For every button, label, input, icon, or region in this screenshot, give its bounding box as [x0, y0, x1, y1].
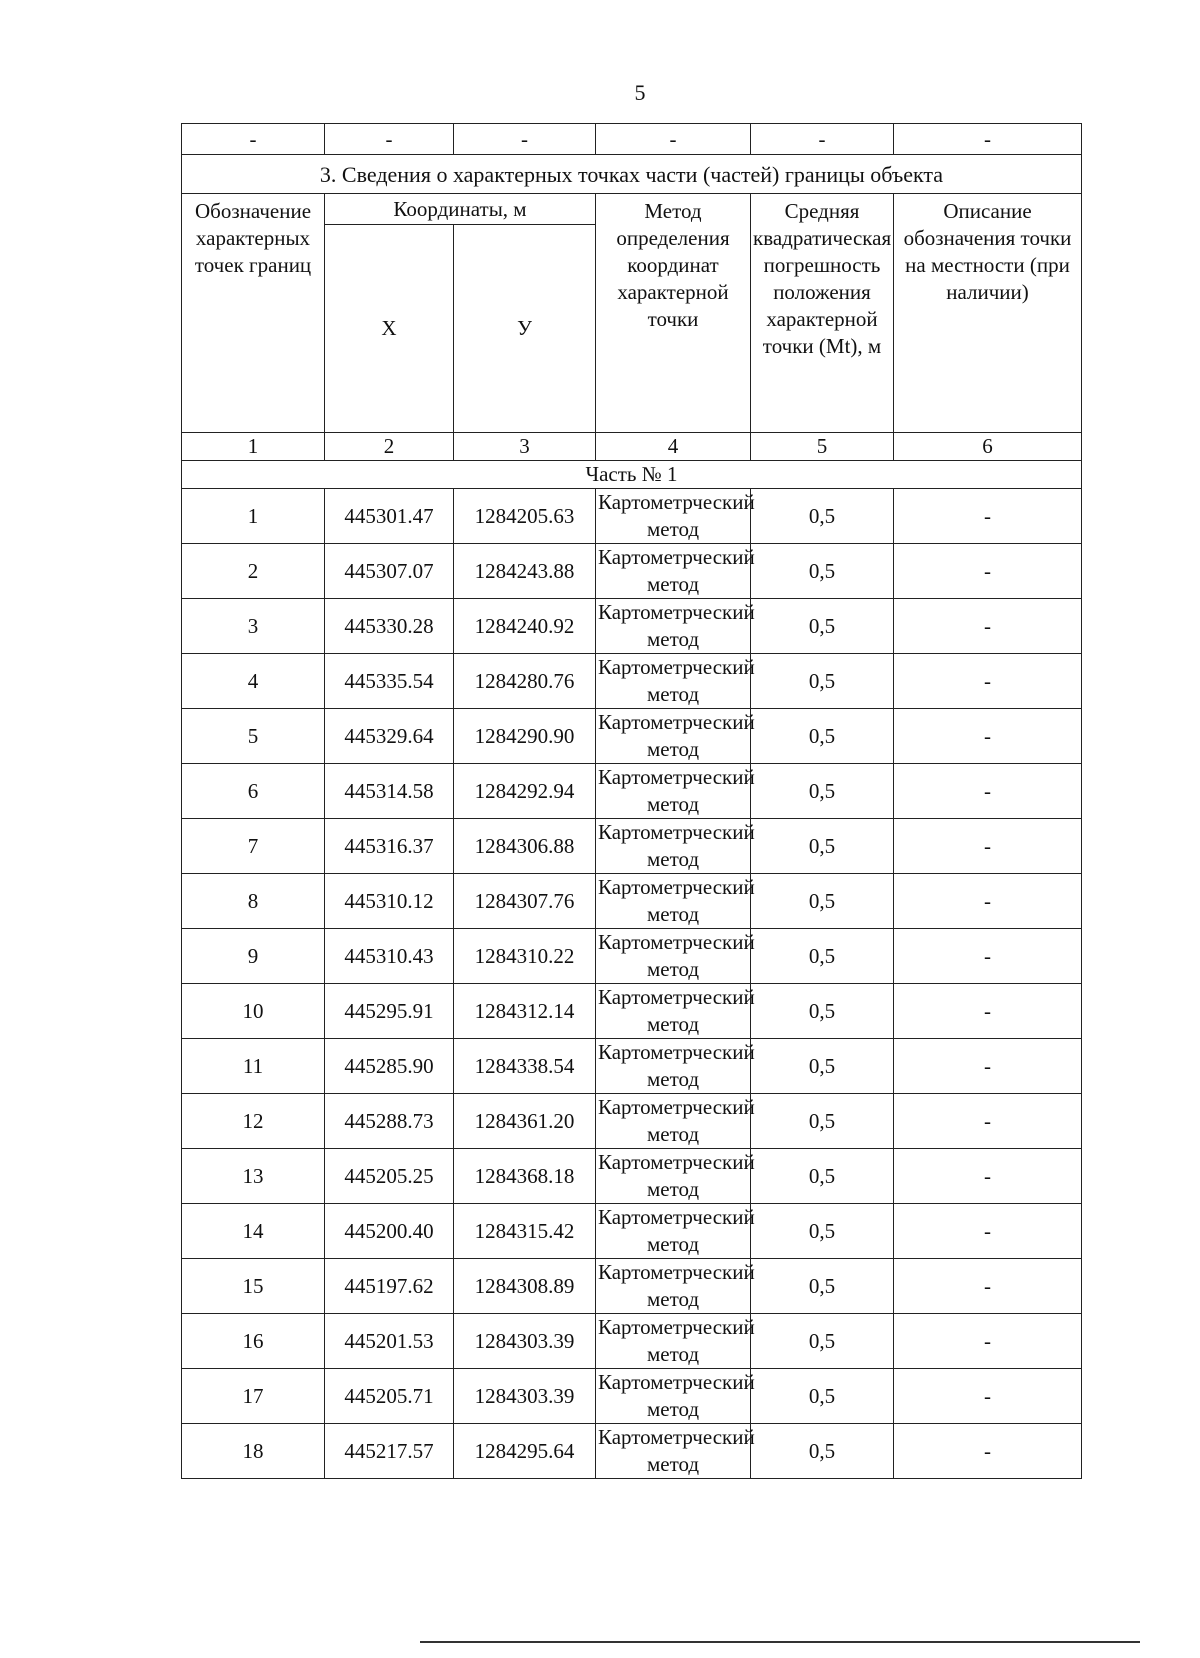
coord-y-cell: 1284243.88 — [454, 544, 596, 599]
point-number-cell: 5 — [182, 709, 325, 764]
point-number-cell: 4 — [182, 654, 325, 709]
column-number: 4 — [596, 433, 751, 461]
table-row — [182, 1314, 1082, 1369]
table-row — [182, 929, 1082, 984]
header-coordinates: Координаты, м — [325, 194, 596, 225]
description-cell: - — [894, 489, 1082, 544]
point-number-cell: 8 — [182, 874, 325, 929]
point-number-cell: 2 — [182, 544, 325, 599]
table-row — [182, 599, 1082, 654]
method-cell: Картометрческий метод — [596, 654, 751, 709]
header-row — [182, 194, 1082, 225]
description-cell: - — [894, 1094, 1082, 1149]
table-row — [182, 1259, 1082, 1314]
section-title: 3. Сведения о характерных точках части (частей) границы объекта — [182, 155, 1082, 194]
mean-square-error-cell: 0,5 — [751, 819, 894, 874]
method-cell: Картометрческий метод — [596, 819, 751, 874]
point-number-cell: 7 — [182, 819, 325, 874]
description-cell: - — [894, 874, 1082, 929]
column-number: 3 — [454, 433, 596, 461]
description-cell: - — [894, 764, 1082, 819]
header-description: Описание обозначения точки на местности (при наличии) — [894, 194, 1082, 433]
coord-x-cell: 445330.28 — [325, 599, 454, 654]
description-cell: - — [894, 1039, 1082, 1094]
coord-y-cell: 1284308.89 — [454, 1259, 596, 1314]
method-cell: Картометрческий метод — [596, 1369, 751, 1424]
method-cell: Картометрческий метод — [596, 1204, 751, 1259]
coord-y-cell: 1284295.64 — [454, 1424, 596, 1479]
coord-y-cell: 1284280.76 — [454, 654, 596, 709]
mean-square-error-cell: 0,5 — [751, 709, 894, 764]
coord-x-cell: 445200.40 — [325, 1204, 454, 1259]
continuation-cell: - — [751, 124, 894, 155]
coord-y-cell: 1284240.92 — [454, 599, 596, 654]
method-cell: Картометрческий метод — [596, 1039, 751, 1094]
description-cell: - — [894, 1149, 1082, 1204]
method-cell: Картометрческий метод — [596, 984, 751, 1039]
coord-y-cell: 1284292.94 — [454, 764, 596, 819]
coord-x-cell: 445288.73 — [325, 1094, 454, 1149]
mean-square-error-cell: 0,5 — [751, 1149, 894, 1204]
description-cell: - — [894, 929, 1082, 984]
coord-x-cell: 445310.12 — [325, 874, 454, 929]
coord-x-cell: 445205.25 — [325, 1149, 454, 1204]
coord-y-cell: 1284338.54 — [454, 1039, 596, 1094]
table-row — [182, 1204, 1082, 1259]
mean-square-error-cell: 0,5 — [751, 544, 894, 599]
header-point-designation: Обозначение характерных точек границ — [182, 194, 325, 433]
point-number-cell: 10 — [182, 984, 325, 1039]
mean-square-error-cell: 0,5 — [751, 764, 894, 819]
point-number-cell: 17 — [182, 1369, 325, 1424]
description-cell: - — [894, 709, 1082, 764]
point-number-cell: 9 — [182, 929, 325, 984]
mean-square-error-cell: 0,5 — [751, 1314, 894, 1369]
coord-y-cell: 1284303.39 — [454, 1314, 596, 1369]
continuation-row — [182, 124, 1082, 155]
table-row — [182, 819, 1082, 874]
column-number: 2 — [325, 433, 454, 461]
table-row — [182, 1424, 1082, 1479]
description-cell: - — [894, 1424, 1082, 1479]
point-number-cell: 14 — [182, 1204, 325, 1259]
table-row — [182, 544, 1082, 599]
coord-y-cell: 1284290.90 — [454, 709, 596, 764]
header-x: X — [325, 225, 454, 433]
description-cell: - — [894, 1369, 1082, 1424]
description-cell: - — [894, 819, 1082, 874]
method-cell: Картометрческий метод — [596, 599, 751, 654]
description-cell: - — [894, 1204, 1082, 1259]
coord-y-cell: 1284312.14 — [454, 984, 596, 1039]
section-title-row — [182, 155, 1082, 194]
method-cell: Картометрческий метод — [596, 874, 751, 929]
table-row — [182, 764, 1082, 819]
mean-square-error-cell: 0,5 — [751, 1424, 894, 1479]
point-number-cell: 6 — [182, 764, 325, 819]
mean-square-error-cell: 0,5 — [751, 929, 894, 984]
mean-square-error-cell: 0,5 — [751, 654, 894, 709]
mean-square-error-cell: 0,5 — [751, 874, 894, 929]
mean-square-error-cell: 0,5 — [751, 984, 894, 1039]
point-number-cell: 11 — [182, 1039, 325, 1094]
mean-square-error-cell: 0,5 — [751, 1094, 894, 1149]
coord-y-cell: 1284306.88 — [454, 819, 596, 874]
column-number: 6 — [894, 433, 1082, 461]
point-number-cell: 15 — [182, 1259, 325, 1314]
coord-x-cell: 445329.64 — [325, 709, 454, 764]
description-cell: - — [894, 654, 1082, 709]
boundary-points-table — [181, 123, 1082, 1479]
header-mean-square-error: Средняя квадратическая погрешность положения характерной точки (Mt), м — [751, 194, 894, 433]
header-y: У — [454, 225, 596, 433]
mean-square-error-cell: 0,5 — [751, 1039, 894, 1094]
header-method: Метод определения координат характерной точки — [596, 194, 751, 433]
point-number-cell: 13 — [182, 1149, 325, 1204]
continuation-cell: - — [325, 124, 454, 155]
description-cell: - — [894, 544, 1082, 599]
method-cell: Картометрческий метод — [596, 1094, 751, 1149]
coord-x-cell: 445335.54 — [325, 654, 454, 709]
page-bottom-rule — [420, 1641, 1140, 1643]
table-row — [182, 874, 1082, 929]
mean-square-error-cell: 0,5 — [751, 599, 894, 654]
coord-x-cell: 445301.47 — [325, 489, 454, 544]
column-number: 5 — [751, 433, 894, 461]
method-cell: Картометрческий метод — [596, 489, 751, 544]
coord-x-cell: 445285.90 — [325, 1039, 454, 1094]
coord-x-cell: 445201.53 — [325, 1314, 454, 1369]
coord-x-cell: 445307.07 — [325, 544, 454, 599]
coord-y-cell: 1284303.39 — [454, 1369, 596, 1424]
mean-square-error-cell: 0,5 — [751, 1259, 894, 1314]
method-cell: Картометрческий метод — [596, 1149, 751, 1204]
table-row — [182, 709, 1082, 764]
method-cell: Картометрческий метод — [596, 1424, 751, 1479]
coord-x-cell: 445205.71 — [325, 1369, 454, 1424]
coord-y-cell: 1284361.20 — [454, 1094, 596, 1149]
table-row — [182, 1039, 1082, 1094]
page-number: 5 — [634, 80, 646, 105]
coord-y-cell: 1284315.42 — [454, 1204, 596, 1259]
description-cell: - — [894, 599, 1082, 654]
mean-square-error-cell: 0,5 — [751, 489, 894, 544]
column-number-row — [182, 433, 1082, 461]
coord-x-cell: 445217.57 — [325, 1424, 454, 1479]
continuation-cell: - — [182, 124, 325, 155]
method-cell: Картометрческий метод — [596, 764, 751, 819]
table-row — [182, 1094, 1082, 1149]
coord-y-cell: 1284310.22 — [454, 929, 596, 984]
coord-x-cell: 445197.62 — [325, 1259, 454, 1314]
table-row — [182, 1149, 1082, 1204]
method-cell: Картометрческий метод — [596, 544, 751, 599]
continuation-cell: - — [454, 124, 596, 155]
continuation-cell: - — [894, 124, 1082, 155]
column-number: 1 — [182, 433, 325, 461]
method-cell: Картометрческий метод — [596, 709, 751, 764]
coord-y-cell: 1284307.76 — [454, 874, 596, 929]
point-number-cell: 16 — [182, 1314, 325, 1369]
coord-x-cell: 445314.58 — [325, 764, 454, 819]
coord-x-cell: 445295.91 — [325, 984, 454, 1039]
description-cell: - — [894, 984, 1082, 1039]
table-row — [182, 654, 1082, 709]
part-label: Часть № 1 — [182, 461, 1082, 489]
method-cell: Картометрческий метод — [596, 1314, 751, 1369]
point-number-cell: 1 — [182, 489, 325, 544]
table-row — [182, 489, 1082, 544]
point-number-cell: 3 — [182, 599, 325, 654]
point-number-cell: 18 — [182, 1424, 325, 1479]
table-row — [182, 984, 1082, 1039]
coord-y-cell: 1284368.18 — [454, 1149, 596, 1204]
coord-y-cell: 1284205.63 — [454, 489, 596, 544]
coord-x-cell: 445316.37 — [325, 819, 454, 874]
method-cell: Картометрческий метод — [596, 929, 751, 984]
method-cell: Картометрческий метод — [596, 1259, 751, 1314]
table-row — [182, 1369, 1082, 1424]
part-row — [182, 461, 1082, 489]
mean-square-error-cell: 0,5 — [751, 1204, 894, 1259]
continuation-cell: - — [596, 124, 751, 155]
description-cell: - — [894, 1314, 1082, 1369]
point-number-cell: 12 — [182, 1094, 325, 1149]
coord-x-cell: 445310.43 — [325, 929, 454, 984]
mean-square-error-cell: 0,5 — [751, 1369, 894, 1424]
description-cell: - — [894, 1259, 1082, 1314]
